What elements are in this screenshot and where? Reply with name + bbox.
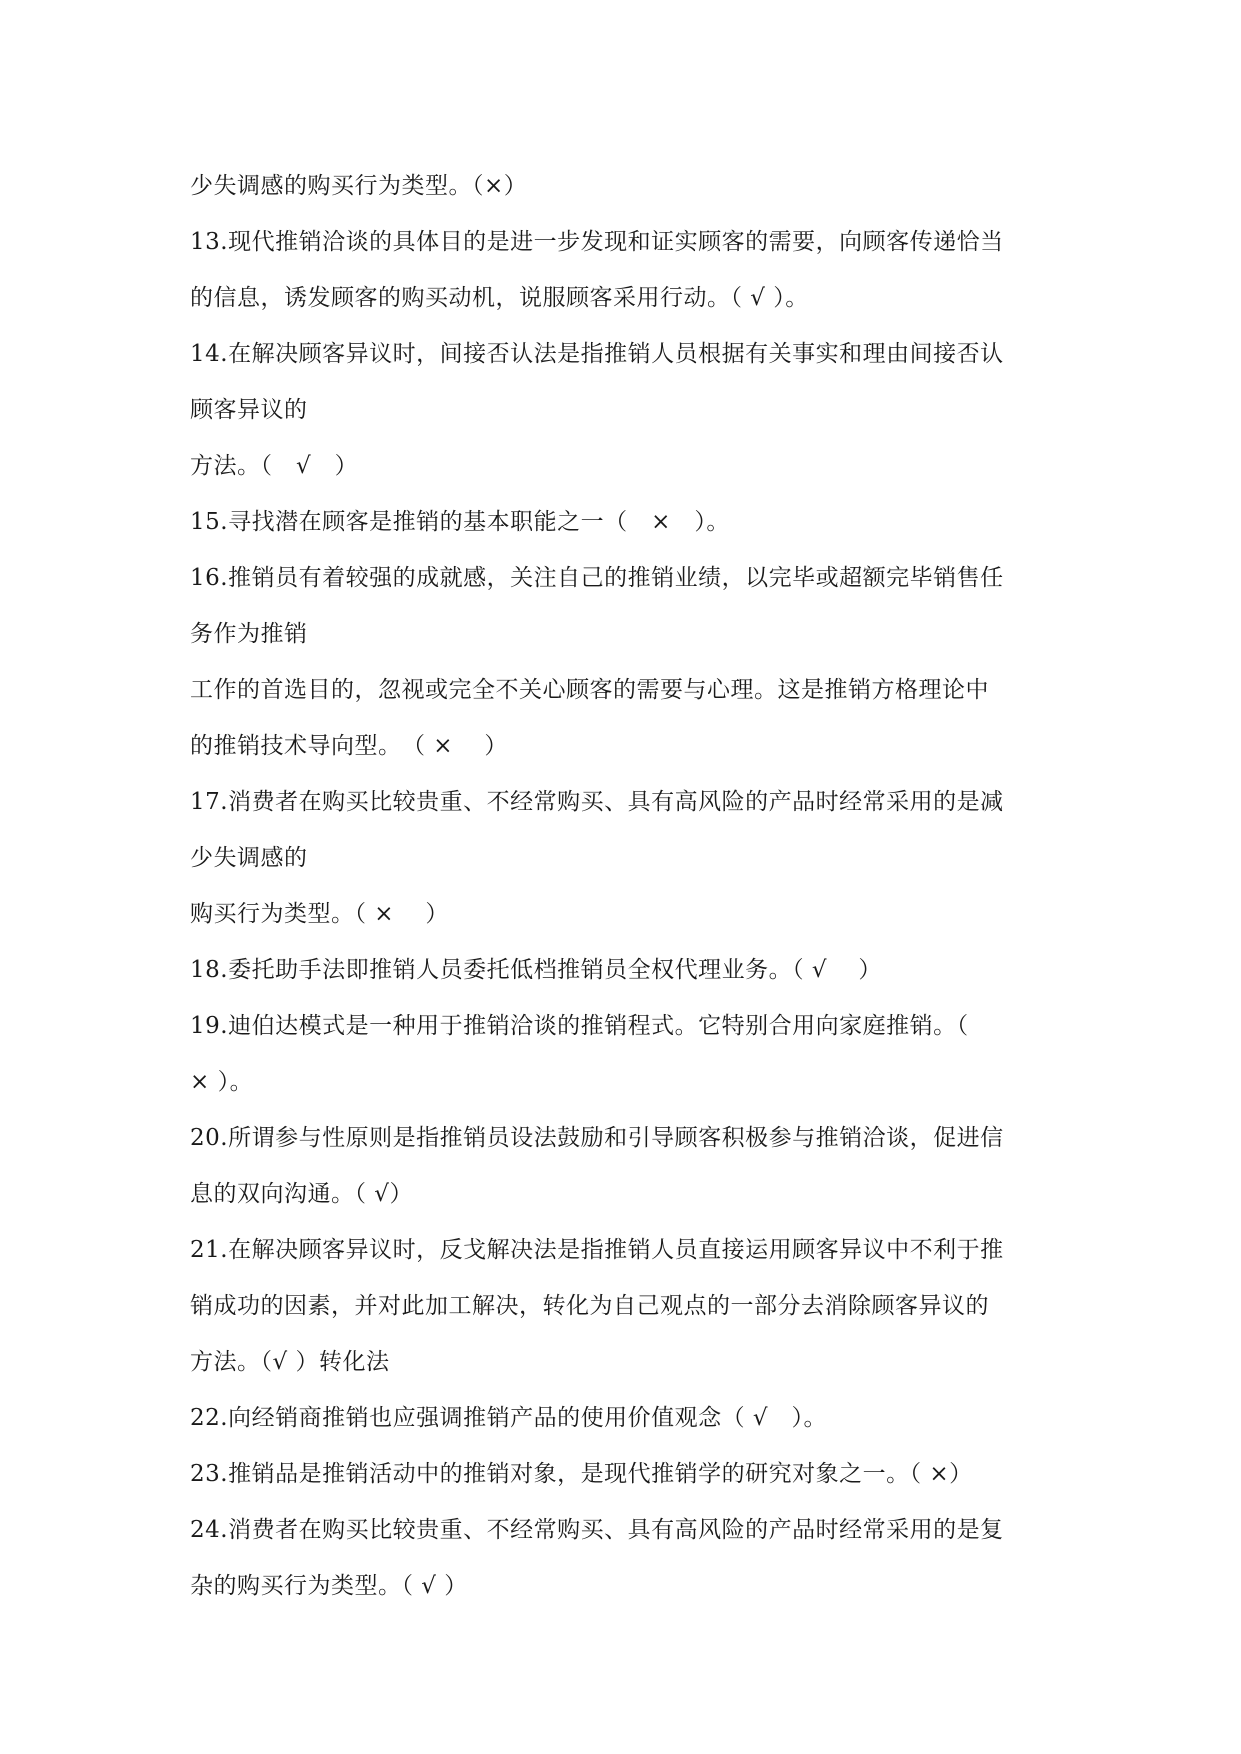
text-line: 息的双向沟通。（ √） <box>190 1181 413 1207</box>
text-line: 的信息，诱发顾客的购买动机，说服顾客采用行动。（ √ ）。 <box>190 285 809 311</box>
text-line: 务作为推销 <box>190 621 308 647</box>
text-line: 14.在解决顾客异议时，间接否认法是指推销人员根据有关事实和理由间接否认 <box>190 341 1004 367</box>
text-line: 15.寻找潜在顾客是推销的基本职能之一（ × ）。 <box>190 509 730 535</box>
text-line: 杂的购买行为类型。（ √ ） <box>190 1573 468 1599</box>
text-line: 21.在解决顾客异议时，反戈解决法是指推销人员直接运用顾客异议中不利于推 <box>190 1237 1004 1263</box>
text-line: 22.向经销商推销也应强调推销产品的使用价值观念（ √ ）。 <box>190 1405 828 1431</box>
text-line: 16.推销员有着较强的成就感，关注自己的推销业绩，以完毕或超额完毕销售任 <box>190 565 1004 591</box>
text-line: 少失调感的购买行为类型。（×） <box>190 173 528 199</box>
text-line: × ）。 <box>190 1069 254 1095</box>
text-line: 工作的首选目的，忽视或完全不关心顾客的需要与心理。这是推销方格理论中 <box>190 677 989 703</box>
text-line: 顾客异议的 <box>190 397 308 423</box>
text-line: 23.推销品是推销活动中的推销对象，是现代推销学的研究对象之一。（ ×） <box>190 1461 973 1487</box>
text-line: 方法。（√ ）转化法 <box>190 1349 390 1375</box>
text-line: 销成功的因素，并对此加工解决，转化为自己观点的一部分去消除顾客异议的 <box>190 1293 989 1319</box>
text-line: 20.所谓参与性原则是指推销员设法鼓励和引导顾客积极参与推销洽谈，促进信 <box>190 1125 1004 1151</box>
text-line: 19.迪伯达模式是一种用于推销洽谈的推销程式。它特别合用向家庭推销。（ <box>190 1013 969 1039</box>
document-body <box>190 158 1070 1614</box>
text-line: 13.现代推销洽谈的具体目的是进一步发现和证实顾客的需要，向顾客传递恰当 <box>190 229 1004 255</box>
text-line: 17.消费者在购买比较贵重、不经常购买、具有高风险的产品时经常采用的是减 <box>190 789 1004 815</box>
text-line: 购买行为类型。（ × ） <box>190 901 449 927</box>
text-line: 18.委托助手法即推销人员委托低档推销员全权代理业务。（ √ ） <box>190 957 882 983</box>
text-line: 方法。（ √ ） <box>190 453 359 479</box>
text-line: 的推销技术导向型。 （ × ） <box>190 733 508 759</box>
text-line: 少失调感的 <box>190 845 308 871</box>
text-line: 24.消费者在购买比较贵重、不经常购买、具有高风险的产品时经常采用的是复 <box>190 1517 1004 1543</box>
